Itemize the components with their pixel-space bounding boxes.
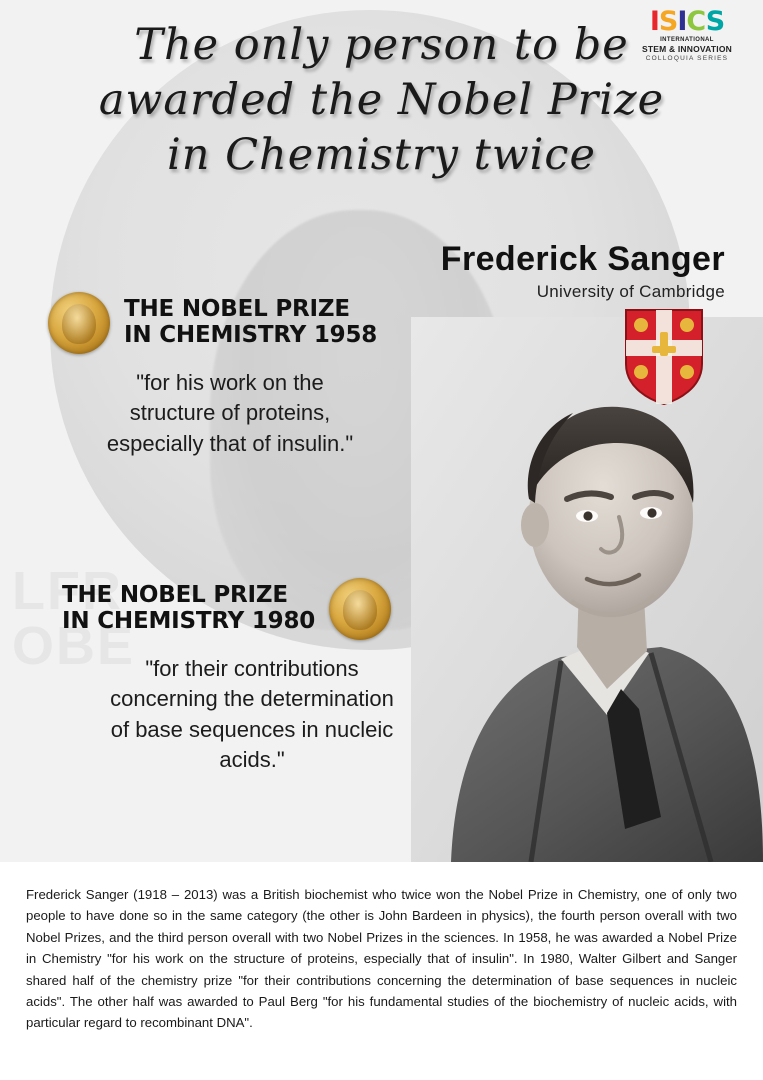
award-1958-citation xyxy=(60,368,400,459)
portrait-image xyxy=(411,317,763,862)
logo-letter: I xyxy=(649,6,659,37)
headline-line-1: The only person to be xyxy=(134,20,629,70)
award-1958 xyxy=(48,292,428,459)
logo-letter: C xyxy=(686,6,706,37)
nobel-medal-icon xyxy=(48,292,110,354)
award-title-line-2: IN CHEMISTRY 1980 xyxy=(62,608,316,634)
citation-line-2: structure of proteins, xyxy=(129,400,331,426)
award-1958-title xyxy=(124,297,377,349)
award-1980 xyxy=(62,578,462,775)
watermark-text-fragment: LFR xyxy=(12,561,123,621)
award-title-line-1: THE NOBEL PRIZE xyxy=(124,296,350,323)
isics-logo-mark xyxy=(627,8,747,35)
headline-line-2: awarded the Nobel Prize xyxy=(98,75,665,126)
headline-line-3: in Chemistry twice xyxy=(167,130,596,181)
laureate-portrait xyxy=(411,317,763,862)
citation-line-1: "for their contributions xyxy=(145,656,359,681)
logo-letter: I xyxy=(677,6,687,37)
logo-subtitle-3: COLLOQUIA SERIES xyxy=(645,55,729,62)
award-1958-header xyxy=(48,292,428,354)
logo-letter: S xyxy=(658,6,678,37)
nobel-medal-icon xyxy=(329,578,391,640)
logo-subtitle-2: STEM & INNOVATION xyxy=(642,44,732,54)
citation-line-3: especially that of insulin." xyxy=(106,430,354,456)
citation-line-3: of base sequences in nucleic xyxy=(110,716,394,742)
isics-logo xyxy=(627,8,747,62)
award-1980-title xyxy=(62,583,315,635)
cambridge-crest-icon xyxy=(622,306,706,406)
biography-footer xyxy=(0,862,763,1080)
logo-letter: S xyxy=(705,6,725,37)
citation-line-1: "for his work on the xyxy=(136,370,324,395)
biography-text: Frederick Sanger (1918 – 2013) was a British biochemist who twice won the Nobel Prize in Chemistry, one of only two people to have done so in the same category (the other is John Bardeen in physics), the fourth person overall with two Nobel Prizes, and the third person overall with two Nobel Prizes in the sciences. In 1958, he was awarded a Nobel Prize in Chemistry "for his work on the structure of proteins, especially that of insulin". In 1980, Walter Gilbert and Sanger shared half of the chemistry prize "for their contributions concerning the determination of base sequences in nucleic acids". The other half was awarded to Paul Berg "for his fundamental studies of the biochemistry of nucleic acids, with particular regard to recombinant DNA". xyxy=(26,887,737,1031)
logo-subtitle-1: INTERNATIONAL xyxy=(660,37,714,43)
citation-line-2: concerning the determination xyxy=(110,686,394,712)
laureate-affiliation: University of Cambridge xyxy=(536,282,725,301)
award-1980-citation xyxy=(62,654,442,775)
laureate-name-block xyxy=(441,240,725,302)
citation-line-4: acids." xyxy=(219,747,285,773)
award-1980-header xyxy=(62,578,462,640)
watermark-text-fragment: OBE xyxy=(12,616,136,676)
award-title-line-1: THE NOBEL PRIZE xyxy=(62,582,288,609)
award-title-line-2: IN CHEMISTRY 1958 xyxy=(124,322,378,348)
page-title: Frederick Sanger xyxy=(440,240,725,278)
